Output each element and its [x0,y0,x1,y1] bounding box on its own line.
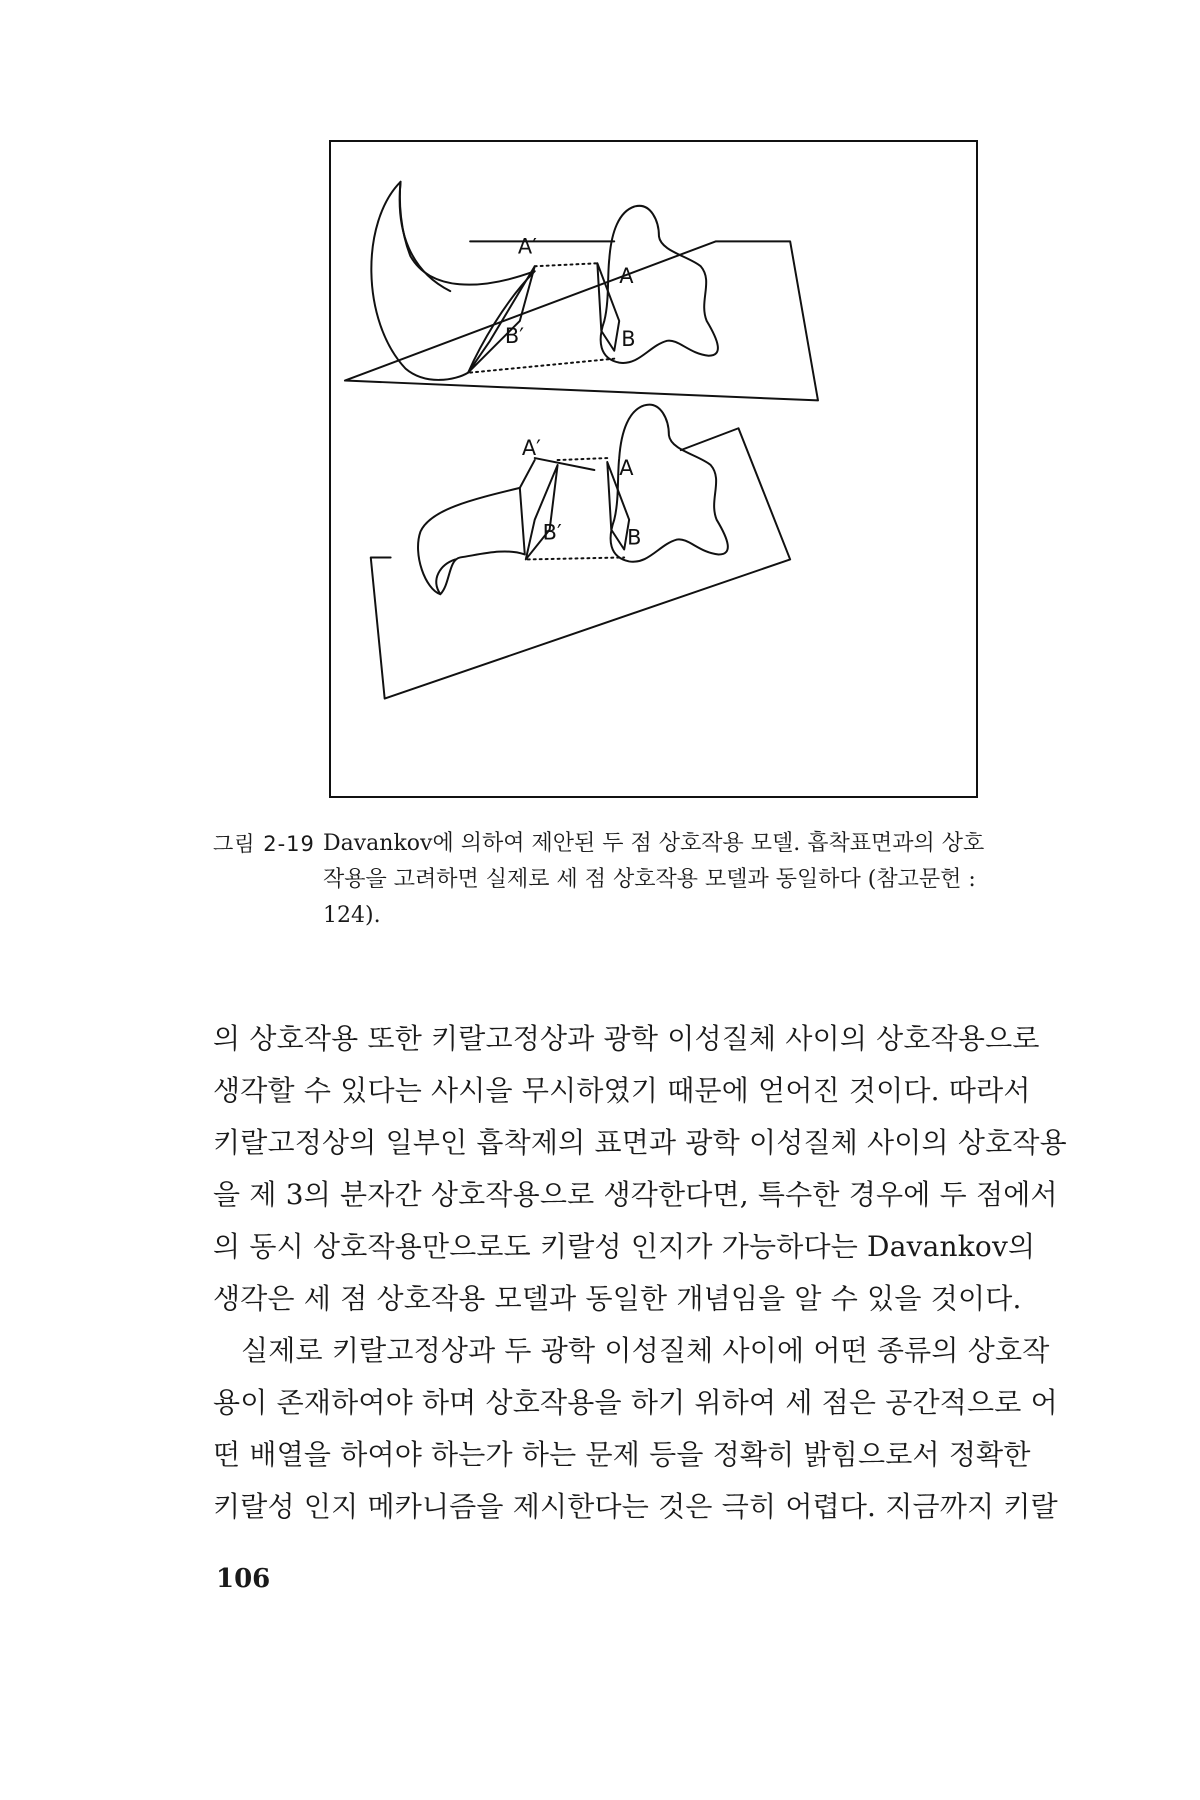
caption-line: 124). [323,903,381,928]
body-line: 의 동시 상호작용만으로도 키랄성 인지가 가능하다는 Davankov의 [213,1230,1036,1263]
label-top-a: A [619,264,634,289]
body-line: 생각은 세 점 상호작용 모델과 동일한 개념임을 알 수 있을 것이다. [213,1282,1022,1315]
bottom-wedge-left [526,465,558,559]
body-line: 키랄고정상의 일부인 흡착제의 표면과 광학 이성질체 사이의 상호작용 [213,1126,1067,1159]
page-number: 106 [216,1564,271,1594]
body-line: 실제로 키랄고정상과 두 광학 이성질체 사이에 어떤 종류의 상호작 [241,1334,1050,1367]
body-line: 생각할 수 있다는 사시을 무시하였기 때문에 얻어진 것이다. 따라서 [213,1074,1031,1107]
label-bottom-a-prime: A′ [521,436,541,461]
top-dotted-line-a [535,263,598,266]
figure-number: 그림 2-19 [213,832,315,856]
body-paragraphs [213,1013,1093,1533]
top-dotted-line-b [470,359,614,373]
body-line: 용이 존재하여야 하며 상호작용을 하기 위하여 세 점은 공간적으로 어 [213,1386,1058,1419]
label-bottom-b-prime: B′ [542,520,562,545]
body-line: 의 상호작용 또한 키랄고정상과 광학 이성질체 사이의 상호작용으로 [213,1022,1040,1055]
label-top-b-prime: B′ [504,323,524,348]
body-line: 키랄성 인지 메카니즘을 제시한다는 것은 극히 어렵다. 지금까지 키랄 [213,1490,1058,1523]
caption-text [323,826,1093,934]
bottom-surface-plane [371,428,790,698]
body-line: 떤 배열을 하여야 하는가 하는 문제 등을 정확히 밝힘으로서 정확한 [213,1438,1031,1471]
label-top-a-prime: A′ [517,234,537,259]
figure-caption [213,826,1093,934]
label-bottom-a: A [619,455,634,480]
caption-line: 작용을 고려하면 실제로 세 점 상호작용 모델과 동일하다 (참고문헌 : [323,867,976,892]
bottom-dotted-line-a [558,458,608,460]
bottom-dotted-line-b [528,557,624,559]
body-line: 을 제 3의 분자간 상호작용으로 생각한다면, 특수한 경우에 두 점에서 [213,1178,1058,1211]
two-point-interaction-diagram [331,142,976,796]
top-wedge-left [468,266,535,372]
top-horn-molecule [371,182,534,380]
figure-davankov-model [329,140,978,798]
label-top-b: B [621,326,636,351]
label-bottom-b: B [627,525,642,550]
bottom-scroll-molecule [418,488,525,594]
caption-line: Davankov에 의하여 제안된 두 점 상호작용 모델. 흡착표면과의 상호 [323,831,985,856]
